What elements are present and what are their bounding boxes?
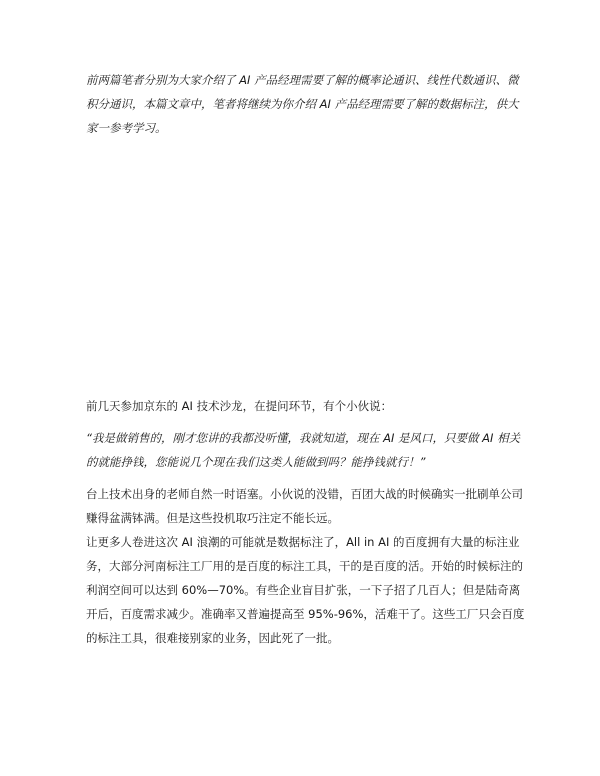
- paragraph-data-labeling: 让更多人卷进这次 AI 浪潮的可能就是数据标注了，All in AI 的百度拥有大量的标注业务，大部分河南标注工厂用的是百度的标注工具，干的是百度的活。开始的时候标注的利润空间可以达到 60%—70%。有些企业盲目扩张，一下子招了几百人；但是陆奇离开后，百度需求减少。准确率又普遍提高至 95%-96%，活难干了。这些工厂只会百度的标注工具，很难接别家的业务，因此死了一批。: [86, 535, 525, 645]
- article-intro: 前两篇笔者分别为大家介绍了 AI 产品经理需要了解的概率论通识、线性代数通识、微积分通识，本篇文章中，笔者将继续为你介绍 AI 产品经理需要了解的数据标注，供大家一参考学习。: [86, 73, 519, 135]
- paragraph-speaker-reaction: 台上技术出身的老师自然一时语塞。小伙说的没错，百团大战的时候确实一批刷单公司赚得盆满钵满。但是这些投机取巧注定不能长远。: [86, 487, 523, 525]
- paragraph-quote: “我是做销售的，刚才您讲的我都没听懂，我就知道，现在 AI 是风口，只要做 AI 相关的就能挣钱，您能说几个现在我们这类人能做到吗？能挣钱就行！”: [86, 431, 521, 469]
- paragraph-salon: 前几天参加京东的 AI 技术沙龙，在提问环节，有个小伙说：: [86, 399, 393, 413]
- blank-image-area: [86, 150, 516, 380]
